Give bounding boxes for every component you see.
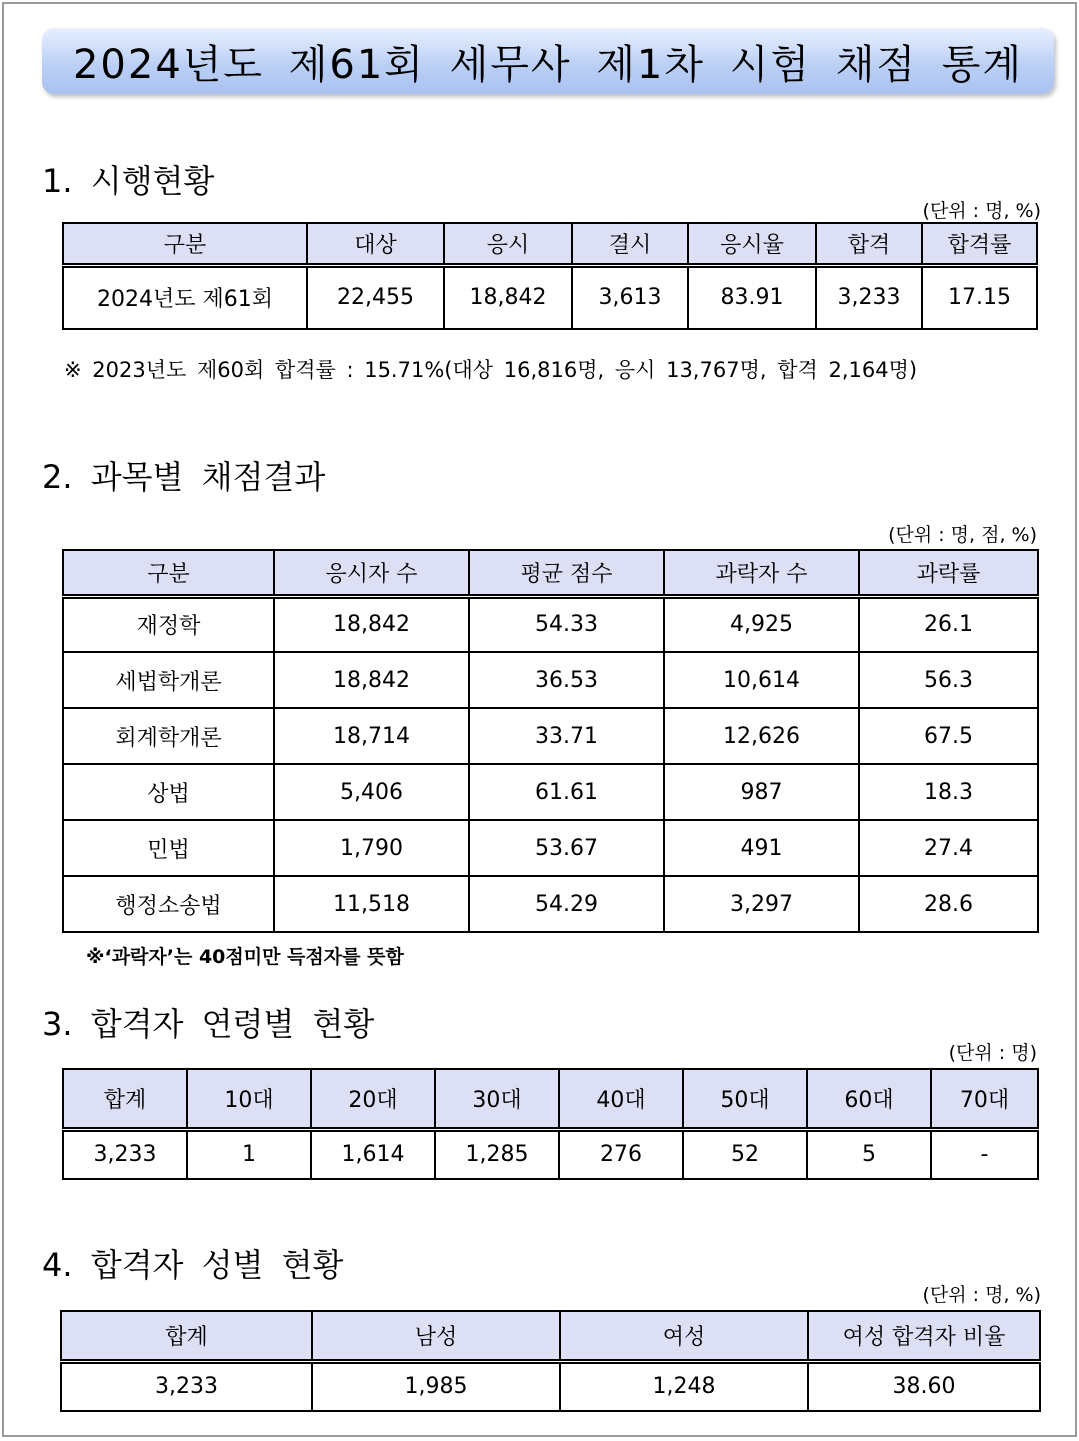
table-cell: 987 <box>664 764 859 820</box>
header-cell: 응시자 수 <box>274 550 469 596</box>
table-cell: 행정소송법 <box>63 876 274 932</box>
section1-title: 1. 시행현황 <box>42 162 215 200</box>
section2-unit: (단위 : 명, 점, %) <box>888 524 1037 546</box>
table-cell: 26.1 <box>859 596 1038 652</box>
table-cell: 276 <box>559 1129 683 1179</box>
table-cell: 재정학 <box>63 596 274 652</box>
header-cell: 합계 <box>61 1311 312 1361</box>
table-cell: 67.5 <box>859 708 1038 764</box>
title-banner <box>42 28 1054 94</box>
table-cell: 1,985 <box>312 1361 560 1411</box>
table-cell: 민법 <box>63 820 274 876</box>
table-cell: 5 <box>807 1129 931 1179</box>
table-cell: 52 <box>683 1129 807 1179</box>
header-cell: 과락자 수 <box>664 550 859 596</box>
table-cell: 1,285 <box>435 1129 559 1179</box>
table-cell: 54.29 <box>469 876 664 932</box>
table-header-row <box>63 550 1038 596</box>
header-cell: 합계 <box>63 1069 187 1129</box>
table-cell: 2024년도 제61회 <box>63 265 307 329</box>
table-cell: 3,613 <box>572 265 688 329</box>
table-cell: 83.91 <box>688 265 816 329</box>
section2-title: 2. 과목별 채점결과 <box>42 458 326 496</box>
header-cell: 대상 <box>307 223 444 265</box>
table-cell: 18.3 <box>859 764 1038 820</box>
table-cell: 36.53 <box>469 652 664 708</box>
table-row <box>63 652 1038 708</box>
section2-table <box>62 549 1039 933</box>
header-cell: 60대 <box>807 1069 931 1129</box>
table-cell: 10,614 <box>664 652 859 708</box>
header-cell: 40대 <box>559 1069 683 1129</box>
header-cell: 평균 점수 <box>469 550 664 596</box>
table-cell: 회계학개론 <box>63 708 274 764</box>
header-cell: 30대 <box>435 1069 559 1129</box>
header-cell: 과락률 <box>859 550 1038 596</box>
table-header-row <box>61 1311 1040 1361</box>
header-cell: 20대 <box>311 1069 435 1129</box>
table-cell: 38.60 <box>808 1361 1040 1411</box>
header-cell: 50대 <box>683 1069 807 1129</box>
table-cell: 1 <box>187 1129 311 1179</box>
section1-unit: (단위 : 명, %) <box>922 200 1041 222</box>
section4-unit: (단위 : 명, %) <box>922 1284 1041 1306</box>
table-row <box>63 820 1038 876</box>
table-cell: 12,626 <box>664 708 859 764</box>
table-cell: 53.67 <box>469 820 664 876</box>
section1-note: ※ 2023년도 제60회 합격률 : 15.71%(대상 16,816명, 응시 13,767명, 합격 2,164명) <box>64 358 918 382</box>
table-cell: 1,248 <box>560 1361 808 1411</box>
table-row <box>61 1361 1040 1411</box>
table-row <box>63 764 1038 820</box>
header-cell: 여성 <box>560 1311 808 1361</box>
table-cell: 3,233 <box>61 1361 312 1411</box>
header-cell: 10대 <box>187 1069 311 1129</box>
table-cell: 22,455 <box>307 265 444 329</box>
table-cell: 61.61 <box>469 764 664 820</box>
table-cell: 491 <box>664 820 859 876</box>
header-cell: 남성 <box>312 1311 560 1361</box>
table-cell: 4,925 <box>664 596 859 652</box>
table-cell: 54.33 <box>469 596 664 652</box>
table-row <box>63 876 1038 932</box>
header-cell: 응시율 <box>688 223 816 265</box>
table-cell: 상법 <box>63 764 274 820</box>
document-page <box>2 2 1077 1437</box>
table-cell: 5,406 <box>274 764 469 820</box>
table-cell: 세법학개론 <box>63 652 274 708</box>
table-cell: 56.3 <box>859 652 1038 708</box>
section4-table <box>60 1310 1041 1412</box>
section1-table <box>62 222 1038 330</box>
table-row <box>63 1129 1038 1179</box>
table-cell: 27.4 <box>859 820 1038 876</box>
header-cell: 응시 <box>444 223 572 265</box>
table-header-row <box>63 1069 1038 1129</box>
table-cell: 28.6 <box>859 876 1038 932</box>
table-cell: 3,297 <box>664 876 859 932</box>
table-cell: - <box>931 1129 1038 1179</box>
table-cell: 33.71 <box>469 708 664 764</box>
table-cell: 17.15 <box>922 265 1037 329</box>
table-header-row <box>63 223 1037 265</box>
section4-title: 4. 합격자 성별 현황 <box>42 1246 344 1284</box>
table-cell: 18,842 <box>274 596 469 652</box>
table-cell: 18,714 <box>274 708 469 764</box>
table-cell: 11,518 <box>274 876 469 932</box>
section3-table <box>62 1068 1039 1180</box>
section3-title: 3. 합격자 연령별 현황 <box>42 1005 375 1043</box>
header-cell: 70대 <box>931 1069 1038 1129</box>
header-cell: 구분 <box>63 550 274 596</box>
header-cell: 구분 <box>63 223 307 265</box>
table-row <box>63 596 1038 652</box>
table-cell: 18,842 <box>444 265 572 329</box>
table-row <box>63 265 1037 329</box>
header-cell: 결시 <box>572 223 688 265</box>
header-cell: 합격 <box>816 223 922 265</box>
header-cell: 합격률 <box>922 223 1037 265</box>
table-cell: 18,842 <box>274 652 469 708</box>
table-cell: 3,233 <box>63 1129 187 1179</box>
section2-note: ※‘과락자’는 40점미만 득점자를 뜻함 <box>86 946 404 968</box>
header-cell: 여성 합격자 비율 <box>808 1311 1040 1361</box>
table-cell: 1,614 <box>311 1129 435 1179</box>
section3-unit: (단위 : 명) <box>948 1042 1037 1064</box>
table-row <box>63 708 1038 764</box>
table-cell: 1,790 <box>274 820 469 876</box>
table-cell: 3,233 <box>816 265 922 329</box>
page-title: 2024년도 제61회 세무사 제1차 시험 채점 통계 <box>72 41 1024 88</box>
